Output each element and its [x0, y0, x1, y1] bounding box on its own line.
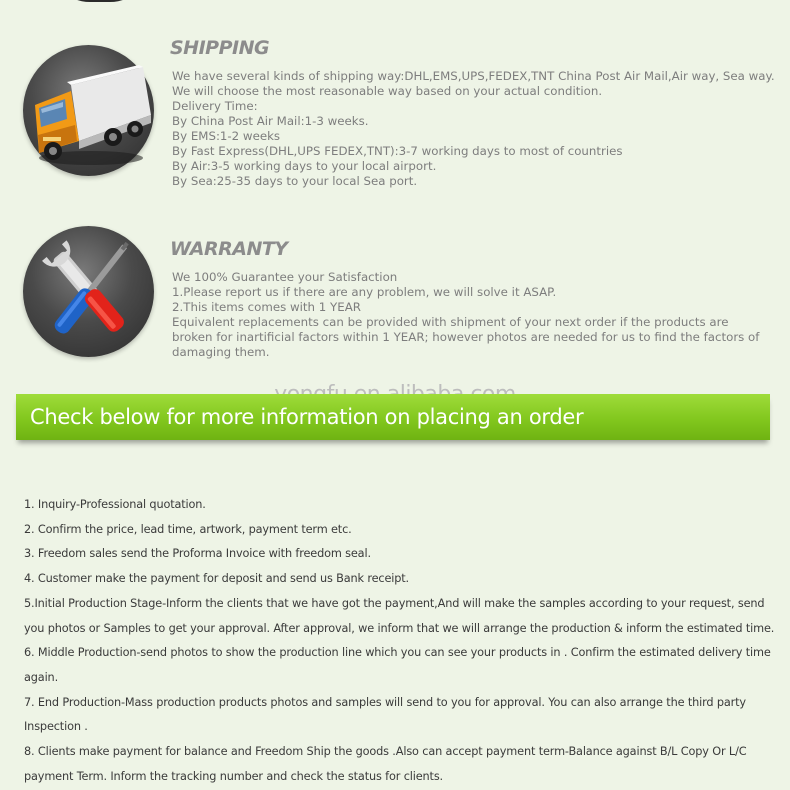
list-item: 5.Initial Production Stage-Inform the clients that we have got the payment,And will make the samples according to your request, send you photos or Samples to get your approval. After approval, we inform that we will arrange the production & inform the estimated time.	[24, 596, 775, 635]
warranty-line: 2.This items comes with 1 YEAR	[172, 300, 361, 314]
list-item: 6. Middle Production-send photos to show the production line which you can see your products in . Confirm the estimated delivery time again.	[24, 646, 771, 684]
list-item: 2. Confirm the price, lead time, artwork, payment term etc.	[24, 522, 352, 536]
shipping-text	[172, 69, 775, 189]
top-decorative-circle	[48, 0, 152, 2]
list-item: 7. End Production-Mass production products photos and samples will send to you for approval. You can also arrange the third party Inspection .	[24, 695, 746, 734]
delivery-truck-icon	[23, 45, 154, 176]
shipping-line: Delivery Time:	[172, 99, 258, 113]
warranty-text	[172, 270, 772, 360]
order-info-banner	[16, 394, 770, 440]
wrench-screwdriver-icon	[23, 226, 154, 357]
warranty-line: We 100% Guarantee your Satisfaction	[172, 270, 398, 284]
shipping-title: SHIPPING	[170, 37, 270, 59]
list-item: 8. Clients make payment for balance and Freedom Ship the goods .Also can accept payment term-Balance against B/L Copy Or L/C payment Term. Inform the tracking number and check the status for clients.	[24, 745, 747, 783]
warranty-title: WARRANTY	[170, 238, 288, 260]
list-item: 3. Freedom sales send the Proforma Invoice with freedom seal.	[24, 547, 371, 561]
shipping-line: We have several kinds of shipping way:DHL,EMS,UPS,FEDEX,TNT China Post Air Mail,Air way, Sea way.	[172, 69, 775, 83]
shipping-line: By EMS:1-2 weeks	[172, 129, 281, 143]
shipping-line: By China Post Air Mail:1-3 weeks.	[172, 114, 369, 128]
shipping-line: By Sea:25-35 days to your local Sea port.	[172, 174, 418, 188]
warranty-line: Equivalent replacements can be provided with shipment of your next order if the products are broken for inartificial factors within 1 YEAR; however photos are needed for us to find the factors of damaging them.	[172, 315, 760, 359]
list-item: 1. Inquiry-Professional quotation.	[24, 498, 206, 511]
warranty-line: 1.Please report us if there are any problem, we will solve it ASAP.	[172, 285, 557, 299]
shipping-line: By Air:3-5 working days to your local airport.	[172, 159, 437, 173]
shipping-line: We will choose the most reasonable way based on your actual condition.	[172, 84, 603, 98]
list-item: 4. Customer make the payment for deposit and send us Bank receipt.	[24, 572, 410, 586]
order-steps-list	[24, 493, 776, 789]
shipping-line: By Fast Express(DHL,UPS FEDEX,TNT):3-7 working days to most of countries	[172, 144, 623, 158]
banner-text: Check below for more information on placing an order	[30, 405, 584, 429]
